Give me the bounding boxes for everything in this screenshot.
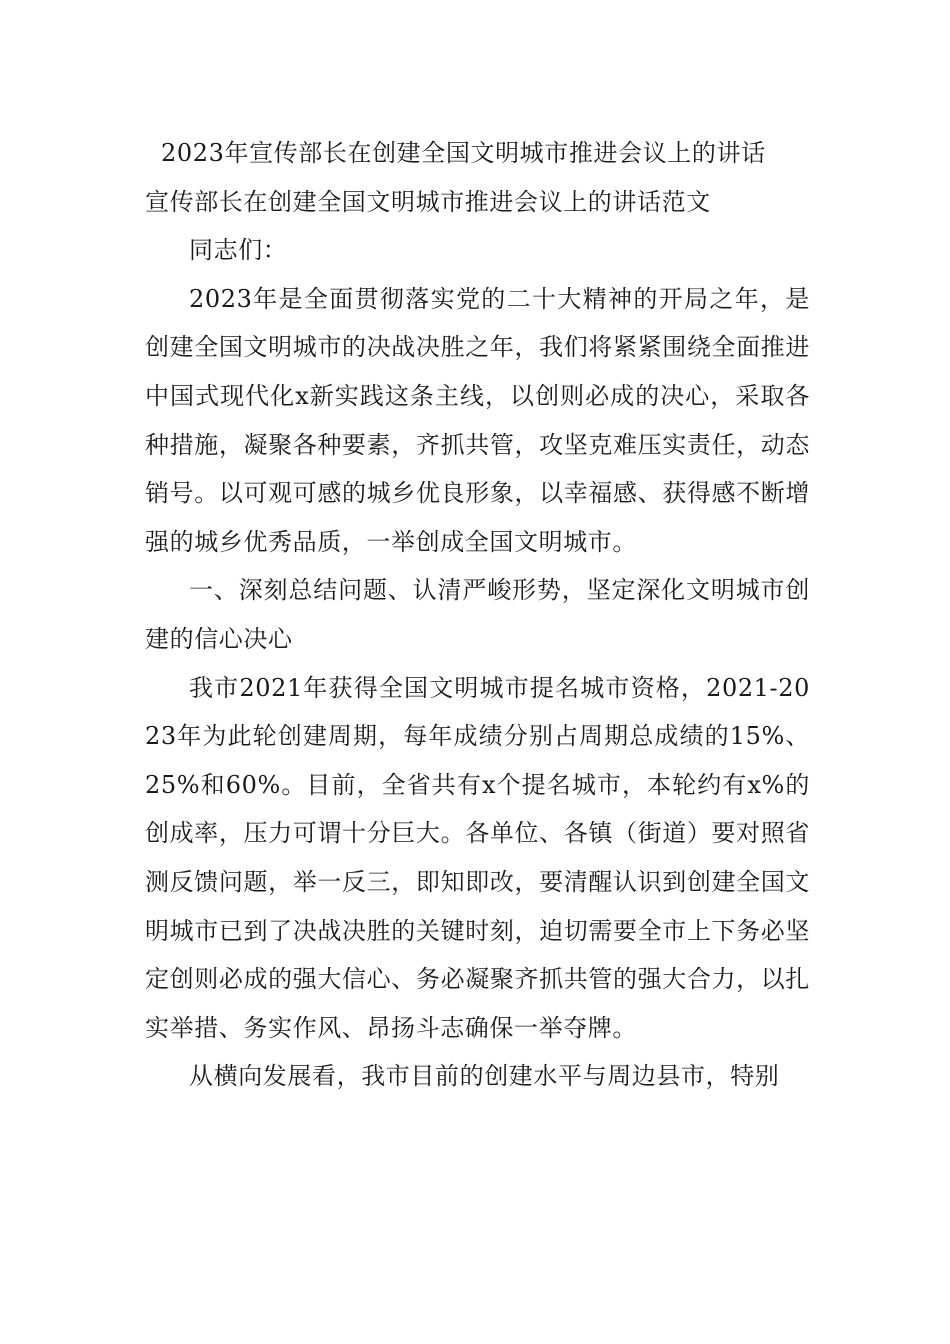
- document-subtitle: 宣传部长在创建全国文明城市推进会议上的讲话范文: [145, 187, 711, 216]
- body-paragraph: 我市2021年获得全国文明城市提名城市资格，2021-2023年为此轮创建周期，每年成绩分别占周期总成绩的15%、25%和60%。目前，全省共有x个提名城市，本轮约有x%的创成率，压力可谓十分巨大。各单位、各镇（街道）要对照省测反馈问题，举一反三，即知即改，要清醒认识到创建全国文明城市已到了决战决胜的关键时刻，迫切需要全市上下务必坚定创则必成的强大信心、务必凝聚齐抓共管的强大合力，以扎实举措、务实作风、昂扬斗志确保一举夺牌。: [145, 673, 810, 1042]
- body-paragraph: 2023年是全面贯彻落实党的二十大精神的开局之年，是创建全国文明城市的决战决胜之年，我们将紧紧围绕全面推进中国式现代化x新实践这条主线，以创则必成的决心，采取各种措施，凝聚各种要素，齐抓共管，攻坚克难压实责任，动态销号。以可观可感的城乡优良形象，以幸福感、获得感不断增强的城乡优秀品质，一举创成全国文明城市。: [145, 284, 810, 556]
- document-title: 2023年宣传部长在创建全国文明城市推进会议上的讲话: [161, 139, 766, 167]
- document-body: [145, 129, 810, 1101]
- salutation: 同志们：: [189, 236, 288, 265]
- section-heading: 一、深刻总结问题、认清严峻形势，坚定深化文明城市创建的信心决心: [145, 576, 810, 653]
- body-paragraph: 从横向发展看，我市目前的创建水平与周边县市，特别: [189, 1062, 780, 1091]
